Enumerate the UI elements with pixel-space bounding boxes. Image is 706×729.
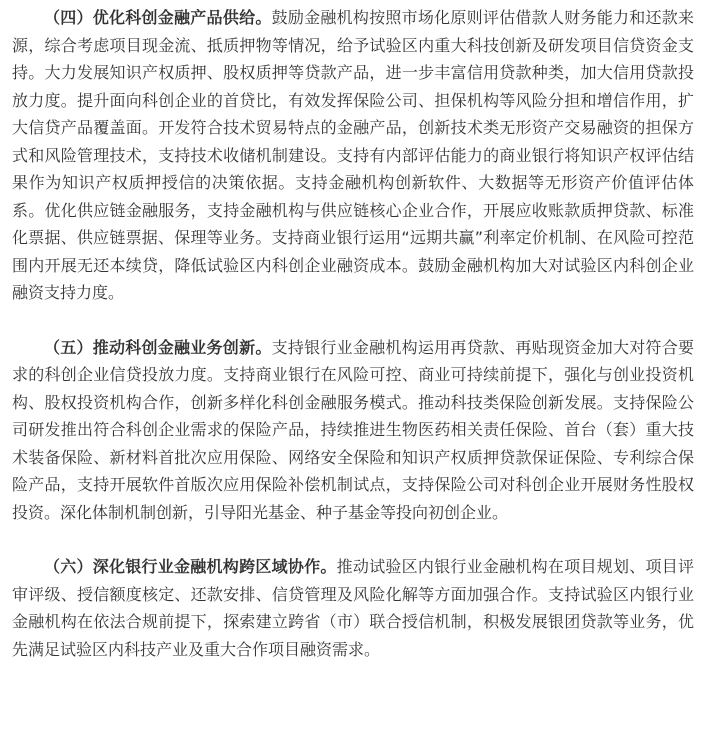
section-6-paragraph: [12, 553, 694, 663]
section-5-heading: （五）推动科创金融业务创新。: [44, 337, 272, 357]
section-6-heading: （六）深化银行业金融机构跨区域协作。: [44, 557, 337, 576]
section-4-body: 鼓励金融机构按照市场化原则评估借款人财务能力和还款来源，综合考虑项目现金流、抵质押物等情况，给予试验区内重大科技创新及研发项目信贷资金支持。大力发展知识产权质押、股权质押等贷款产品，进一步丰富信用贷款种类，加大信用贷款投放力度。提升面向科创企业的首贷比，有效发挥保险公司、担保机构等风险分担和增信作用，扩大信贷产品覆盖面。开发符合技术贸易特点的金融产品，创新技术类无形资产交易融资的担保方式和风险管理技术，支持技术收储机制建设。支持有内部评估能力的商业银行将知识产权评估结果作为知识产权质押授信的决策依据。支持金融机构创新软件、大数据等无形资产价值评估体系。优化供应链金融服务，支持金融机构与供应链核心企业合作，开展应收账款质押贷款、标准化票据、供应链票据、保理等业务。支持商业银行运用“远期共赢”利率定价机制、在风险可控范围内开展无还本续贷，降低试验区内科创企业融资成本。鼓励金融机构加大对试验区内科创企业融资支持力度。: [12, 8, 694, 302]
section-4-paragraph: [12, 4, 694, 307]
section-6-body: 推动试验区内银行业金融机构在项目规划、项目评审评级、授信额度核定、还款安排、信贷管理及风险化解等方面加强合作。支持试验区内银行业金融机构在依法合规前提下，探索建立跨省（市）联合授信机制，积极发展银团贷款等业务，优先满足试验区内科技产业及重大合作项目融资需求。: [12, 557, 694, 659]
section-5-body: 支持银行业金融机构运用再贷款、再贴现资金加大对符合要求的科创企业信贷投放力度。支持商业银行在风险可控、商业可持续前提下，强化与创业投资机构、股权投资机构合作，创新多样化科创金融服务模式。推动科技类保险创新发展。支持保险公司研发推出符合科创企业需求的保险产品，持续推进生物医药相关责任保险、首台（套）重大技术装备保险、新材料首批次应用保险、网络安全保险和知识产权质押贷款保证保险、专利综合保险产品，支持开展软件首版次应用保险补偿机制试点，支持保险公司对科创企业开展财务性股权投资。深化体制机制创新，引导阳光基金、种子基金等投向初创企业。: [12, 337, 694, 522]
section-4-heading: （四）优化科创金融产品供给。: [44, 8, 272, 27]
section-5-paragraph: [12, 334, 694, 527]
